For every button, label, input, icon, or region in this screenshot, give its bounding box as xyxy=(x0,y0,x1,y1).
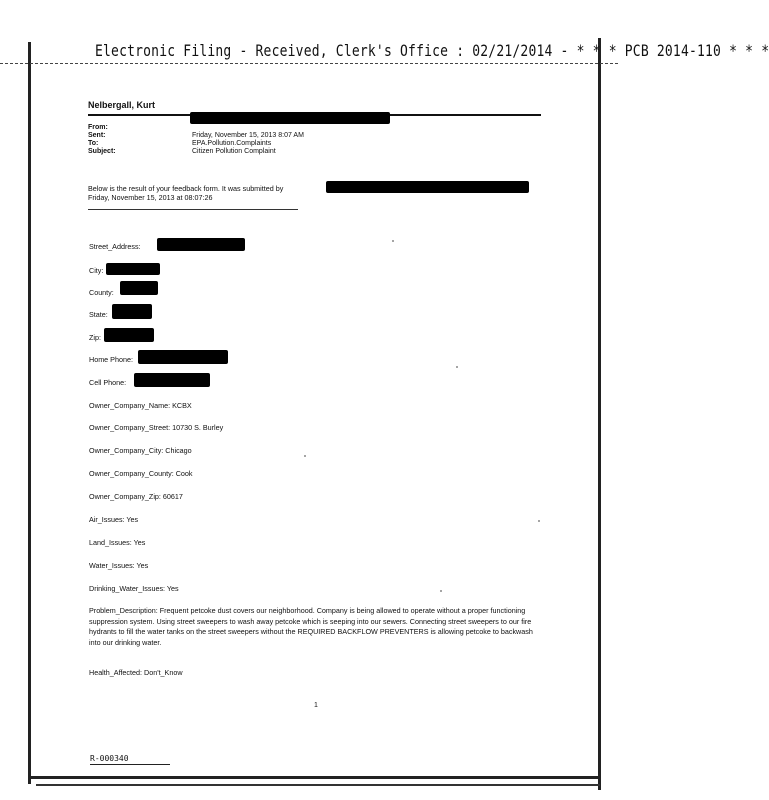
owner-company-zip-field: Owner_Company_Zip: 60617 xyxy=(89,492,183,501)
scan-border-left xyxy=(28,42,31,784)
sent-label: Sent: xyxy=(88,132,106,139)
redaction-submitter xyxy=(326,181,529,193)
to-value: EPA.Pollution.Complaints xyxy=(192,140,272,147)
scan-border-right xyxy=(598,38,601,790)
redaction-city xyxy=(106,263,160,275)
cell-phone-field: Cell Phone: xyxy=(89,378,127,387)
email-metadata xyxy=(88,124,304,156)
owner-company-city-field: Owner_Company_City: Chicago xyxy=(89,446,192,455)
water-issues-field: Water_Issues: Yes xyxy=(89,561,149,570)
city-field: City: xyxy=(89,266,104,275)
home-phone-field: Home Phone: xyxy=(89,355,133,364)
owner-company-street-field: Owner_Company_Street: 10730 S. Burley xyxy=(89,423,224,432)
redaction-home-phone xyxy=(138,350,228,364)
stamp-dashed-line xyxy=(0,63,618,64)
intro-divider xyxy=(88,209,298,210)
scan-speck xyxy=(440,590,442,592)
filing-stamp: Electronic Filing - Received, Clerk's Office : 02/21/2014 - * * * PCB 2014-110 * * * xyxy=(95,42,769,61)
problem-description: Problem_Description: Frequent petcoke dust covers our neighborhood. Company is being allowed to operate without a proper functioning suppression system. Using street sweepers to wash away petcoke which is seeping into our sewers. Connecting street sweepers to our fire hydrants to fill the water tanks on the street sweepers without the REQUIRED BACKFLOW PREVENTERS is allowing petcoke to backwash into our drinking water. xyxy=(89,606,533,647)
scan-border-bottom xyxy=(30,776,600,779)
street-address-field: Street_Address: xyxy=(89,242,141,251)
zip-field: Zip: xyxy=(89,333,101,342)
owner-company-name-field: Owner_Company_Name: KCBX xyxy=(89,401,192,410)
scan-speck xyxy=(392,240,394,242)
scan-speck xyxy=(304,455,306,457)
air-issues-field: Air_Issues: Yes xyxy=(89,515,139,524)
redaction-state xyxy=(112,304,152,319)
from-label: From: xyxy=(88,124,108,131)
redaction-street xyxy=(157,238,245,251)
sent-value: Friday, November 15, 2013 8:07 AM xyxy=(192,132,304,139)
owner-company-county-field: Owner_Company_County: Cook xyxy=(89,469,193,478)
subject-label: Subject: xyxy=(88,148,116,155)
scan-speck xyxy=(538,520,540,522)
redaction-county xyxy=(120,281,158,295)
bates-underline xyxy=(90,764,170,765)
state-field: State: xyxy=(89,310,108,319)
intro-line-2: Friday, November 15, 2013 at 08:07:26 xyxy=(88,193,213,202)
redaction-from xyxy=(190,112,390,124)
scan-border-bottom-inner xyxy=(36,784,600,786)
redaction-zip xyxy=(104,328,154,342)
subject-value: Citizen Pollution Complaint xyxy=(192,148,276,155)
feedback-intro xyxy=(88,184,283,202)
bates-number: R-000340 xyxy=(90,754,129,763)
scan-speck xyxy=(456,366,458,368)
land-issues-field: Land_Issues: Yes xyxy=(89,538,146,547)
county-field: County: xyxy=(89,288,114,297)
redaction-cell-phone xyxy=(134,373,210,387)
email-sender-name: Nelbergall, Kurt xyxy=(88,100,156,110)
page-number: 1 xyxy=(314,702,318,709)
health-affected-field: Health_Affected: Don't_Know xyxy=(89,668,183,677)
to-label: To: xyxy=(88,140,99,147)
drinking-water-issues-field: Drinking_Water_Issues: Yes xyxy=(89,584,179,593)
intro-line-1: Below is the result of your feedback form. It was submitted by xyxy=(88,184,284,193)
